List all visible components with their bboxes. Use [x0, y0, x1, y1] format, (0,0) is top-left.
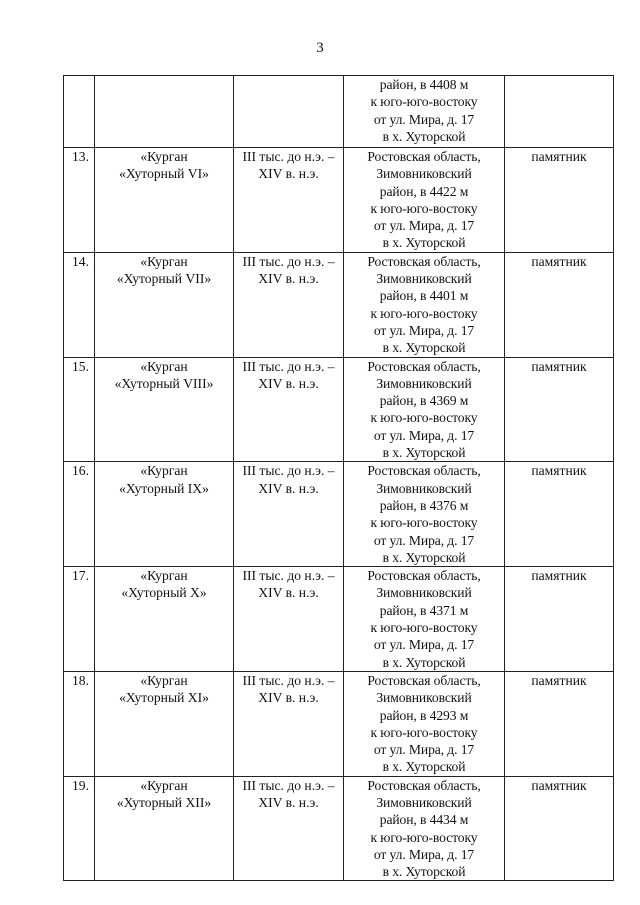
location-line: от ул. Мира, д. 17 — [373, 111, 475, 127]
dating-line: XIV в. н.э. — [258, 375, 319, 391]
location-line: Ростовская область, — [367, 672, 481, 688]
dating-line: III тыс. до н.э. – — [242, 253, 335, 269]
cell-category — [505, 671, 614, 776]
location-line: к юго-юго-востоку — [370, 620, 478, 636]
monument-name-line: «Курган — [140, 672, 188, 688]
cell-category — [505, 462, 614, 567]
cell-category — [505, 567, 614, 672]
location-line: в х. Хуторской — [382, 128, 466, 144]
location-line: от ул. Мира, д. 17 — [373, 322, 475, 338]
location-line: Зимовниковский — [376, 480, 472, 496]
table-row — [64, 148, 614, 253]
dating-line: III тыс. до н.э. – — [242, 672, 335, 688]
dating-line: III тыс. до н.э. – — [242, 149, 335, 164]
location-line: от ул. Мира, д. 17 — [373, 532, 475, 548]
location-line: к юго-юго-востоку — [370, 829, 478, 845]
cell-location — [344, 357, 505, 462]
location-line: район, в 4434 м — [379, 812, 469, 828]
table-row — [64, 776, 614, 881]
location-line: Зимовниковский — [376, 271, 472, 287]
monument-name-line: «Хуторный VI» — [119, 166, 209, 182]
cell-number — [64, 148, 95, 253]
location-line: район, в 4371 м — [379, 602, 469, 618]
row-number: 13. — [72, 149, 89, 164]
cell-location — [344, 148, 505, 253]
monument-name-line: «Курган — [140, 358, 188, 374]
location-line: в х. Хуторской — [382, 235, 466, 251]
cell-name — [95, 567, 234, 672]
monument-name-line: «Хуторный XI» — [119, 690, 209, 706]
location-line: в х. Хуторской — [382, 340, 466, 356]
location-line: в х. Хуторской — [382, 445, 466, 461]
location-line: район, в 4401 м — [379, 288, 469, 304]
location-line: от ул. Мира, д. 17 — [373, 427, 475, 443]
cell-date — [234, 671, 344, 776]
location-line: район, в 4408 м — [379, 77, 469, 92]
location-line: Ростовская область, — [367, 463, 481, 479]
row-number: 19. — [72, 777, 89, 793]
cell-date — [234, 76, 344, 148]
cell-date — [234, 148, 344, 253]
category-label: памятник — [531, 358, 587, 374]
dating-line: XIV в. н.э. — [258, 271, 319, 287]
dating-line: XIV в. н.э. — [258, 794, 319, 810]
location-line: к юго-юго-востоку — [370, 724, 478, 740]
cell-category — [505, 357, 614, 462]
cell-location — [344, 252, 505, 357]
location-line: район, в 4369 м — [379, 393, 469, 409]
row-number: 15. — [72, 358, 89, 374]
cell-name — [95, 252, 234, 357]
location-line: район, в 4293 м — [379, 707, 469, 723]
cell-date — [234, 357, 344, 462]
category-label: памятник — [531, 672, 587, 688]
cell-date — [234, 567, 344, 672]
category-label: памятник — [531, 777, 587, 793]
location-line: к юго-юго-востоку — [370, 200, 478, 216]
location-line: Зимовниковский — [376, 375, 472, 391]
location-line: от ул. Мира, д. 17 — [373, 218, 475, 234]
cell-number — [64, 567, 95, 672]
category-label: памятник — [531, 253, 587, 269]
cell-category — [505, 76, 614, 148]
cell-name — [95, 671, 234, 776]
dating-line: III тыс. до н.э. – — [242, 777, 335, 793]
dating-line: XIV в. н.э. — [258, 585, 319, 601]
location-line: от ул. Мира, д. 17 — [373, 637, 475, 653]
monument-name-line: «Хуторный VIII» — [114, 375, 214, 391]
location-line: Зимовниковский — [376, 794, 472, 810]
dating-line: XIV в. н.э. — [258, 480, 319, 496]
cell-name — [95, 357, 234, 462]
location-line: в х. Хуторской — [382, 549, 466, 565]
location-line: Ростовская область, — [367, 358, 481, 374]
row-number: 17. — [72, 568, 89, 584]
cell-name — [95, 148, 234, 253]
cell-date — [234, 252, 344, 357]
cell-date — [234, 776, 344, 881]
cell-category — [505, 776, 614, 881]
cell-name — [95, 76, 234, 148]
row-number: 18. — [72, 672, 89, 688]
table-row-continuation — [64, 76, 614, 148]
location-line: Ростовская область, — [367, 777, 481, 793]
table-row — [64, 357, 614, 462]
monument-name-line: «Хуторный IX» — [119, 480, 209, 496]
cell-location — [344, 462, 505, 567]
cell-location — [344, 76, 505, 148]
cell-number — [64, 357, 95, 462]
location-line: Зимовниковский — [376, 585, 472, 601]
monument-name-line: «Курган — [140, 568, 188, 584]
table-row — [64, 462, 614, 567]
dating-line: III тыс. до н.э. – — [242, 568, 335, 584]
cell-date — [234, 462, 344, 567]
location-line: в х. Хуторской — [382, 759, 466, 775]
monument-name-line: «Курган — [140, 463, 188, 479]
dating-line: III тыс. до н.э. – — [242, 358, 335, 374]
location-line: Зимовниковский — [376, 166, 472, 182]
location-line: к юго-юго-востоку — [370, 305, 478, 321]
location-line: в х. Хуторской — [382, 654, 466, 670]
heritage-register-table — [63, 75, 614, 881]
cell-number — [64, 76, 95, 148]
cell-location — [344, 671, 505, 776]
location-line: от ул. Мира, д. 17 — [373, 742, 475, 758]
monument-name-line: «Курган — [140, 149, 188, 164]
monument-name-line: «Хуторный XII» — [116, 794, 212, 810]
cell-name — [95, 462, 234, 567]
cell-location — [344, 776, 505, 881]
dating-line: XIV в. н.э. — [258, 690, 319, 706]
category-label: памятник — [531, 463, 587, 479]
location-line: в х. Хуторской — [382, 864, 466, 880]
cell-category — [505, 148, 614, 253]
location-line: к юго-юго-востоку — [370, 515, 478, 531]
location-line: Ростовская область, — [367, 253, 481, 269]
table-row — [64, 252, 614, 357]
monument-name-line: «Хуторный VII» — [116, 271, 212, 287]
cell-number — [64, 252, 95, 357]
location-line: Зимовниковский — [376, 690, 472, 706]
table-row — [64, 567, 614, 672]
cell-number — [64, 671, 95, 776]
row-number: 14. — [72, 253, 89, 269]
cell-location — [344, 567, 505, 672]
cell-number — [64, 462, 95, 567]
category-label: памятник — [531, 568, 587, 584]
row-number: 16. — [72, 463, 89, 479]
table-row — [64, 671, 614, 776]
location-line: Ростовская область, — [367, 568, 481, 584]
monument-name-line: «Курган — [140, 777, 188, 793]
table-body — [64, 76, 614, 881]
monument-name-line: «Хуторный X» — [121, 585, 207, 601]
cell-name — [95, 776, 234, 881]
location-line: район, в 4422 м — [379, 183, 469, 199]
category-label: памятник — [531, 149, 587, 164]
dating-line: XIV в. н.э. — [258, 166, 319, 182]
monument-name-line: «Курган — [140, 253, 188, 269]
location-line: Ростовская область, — [367, 149, 481, 164]
page-number: 3 — [316, 40, 324, 56]
location-line: к юго-юго-востоку — [370, 94, 478, 110]
location-line: район, в 4376 м — [379, 497, 469, 513]
cell-number — [64, 776, 95, 881]
cell-category — [505, 252, 614, 357]
location-line: к юго-юго-востоку — [370, 410, 478, 426]
location-line: от ул. Мира, д. 17 — [373, 846, 475, 862]
dating-line: III тыс. до н.э. – — [242, 463, 335, 479]
